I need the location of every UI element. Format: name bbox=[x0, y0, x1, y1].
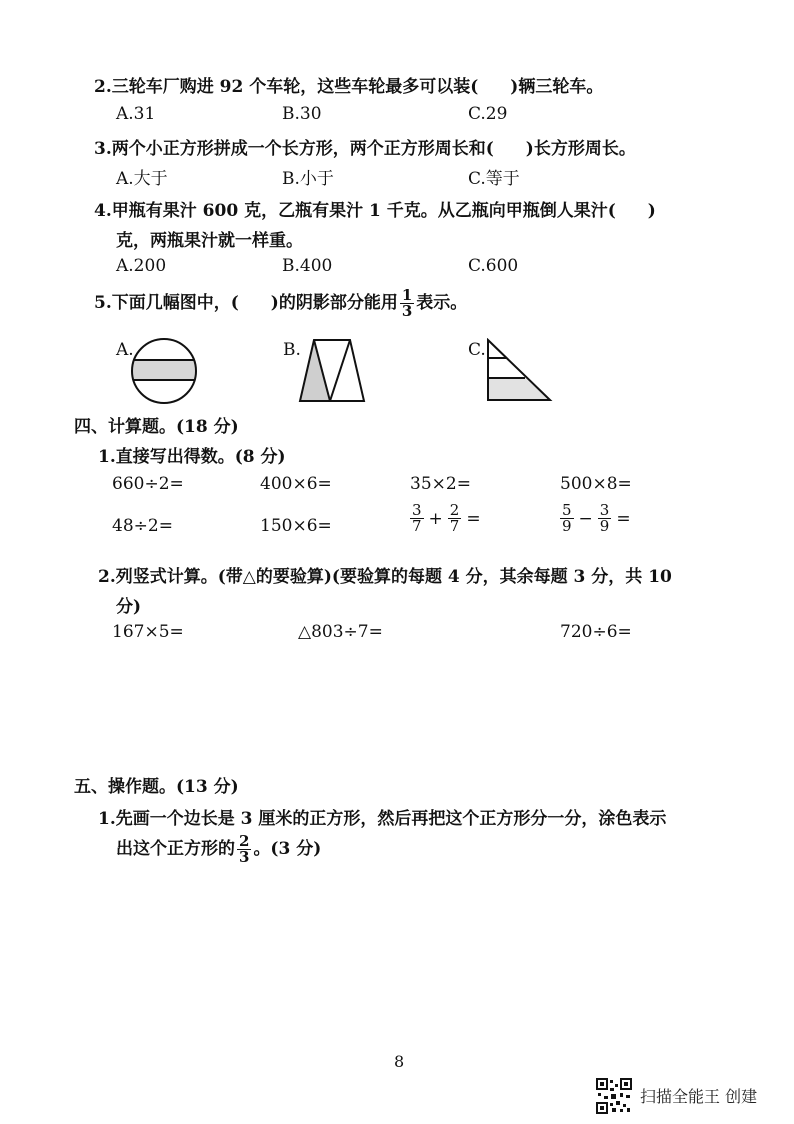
calc-5: 48÷2= bbox=[112, 516, 173, 536]
q5-figure-b-trapezoid bbox=[296, 338, 368, 404]
q3-stem: 3.两个小正方形拼成一个长方形，两个正方形周长和( )长方形周长。 bbox=[94, 139, 636, 159]
calc-3: 35×2= bbox=[410, 474, 471, 494]
page-number: 8 bbox=[394, 1052, 405, 1071]
calc-4: 500×8= bbox=[560, 474, 632, 494]
section4-part2-title-line1: 2.列竖式计算。(带△的要验算)(要验算的每题 4 分，其余每题 3 分，共 10 bbox=[98, 567, 672, 587]
section5-fraction: $\frac{2}{3}$ bbox=[239, 832, 250, 866]
q3-option-c: C.等于 bbox=[468, 169, 520, 189]
vertical-calc-2: △803÷7= bbox=[298, 622, 383, 642]
section5-part1-line2: 出这个正方形的 $\frac{2}{3}$ 。(3 分) bbox=[116, 832, 322, 866]
q4-stem-line1: 4.甲瓶有果汁 600 克，乙瓶有果汁 1 千克。从乙瓶向甲瓶倒人果汁( ) bbox=[94, 201, 656, 221]
calc-7-fraction-add: $\frac{3}{7}$ + $\frac{2}{7}$ = bbox=[412, 501, 481, 535]
q5-figure-b-shaded-left bbox=[300, 340, 330, 401]
section5-title: 五、操作题。(13 分) bbox=[74, 777, 239, 797]
q5-figure-c-shaded-bottom bbox=[488, 378, 550, 400]
calc-2: 400×6= bbox=[260, 474, 332, 494]
section4-part1-title: 1.直接写出得数。(8 分) bbox=[98, 447, 286, 467]
section4-part2-title-line2: 分) bbox=[116, 597, 142, 617]
watermark-text: 扫描全能王 创建 bbox=[640, 1087, 758, 1106]
q2-stem: 2.三轮车厂购进 92 个车轮，这些车轮最多可以装( )辆三轮车。 bbox=[94, 77, 604, 97]
q5-figure-c-triangle bbox=[484, 338, 556, 404]
q5-fraction: $\frac{1}{3}$ bbox=[401, 286, 413, 320]
q2-option-b: B.30 bbox=[282, 104, 322, 124]
q3-option-b: B.小于 bbox=[282, 169, 334, 189]
qr-code-icon bbox=[596, 1078, 632, 1114]
vertical-calc-3: 720÷6= bbox=[560, 622, 632, 642]
q4-option-a: A.200 bbox=[116, 256, 167, 276]
q4-stem-line2: 克，两瓶果汁就一样重。 bbox=[116, 231, 303, 251]
calc-8-fraction-subtract: $\frac{5}{9}$ − $\frac{3}{9}$ = bbox=[562, 501, 631, 535]
section4-title: 四、计算题。(18 分) bbox=[74, 417, 239, 437]
q5-option-c: C. bbox=[468, 340, 486, 360]
q2-option-c: C.29 bbox=[468, 104, 508, 124]
q5-option-b: B. bbox=[283, 340, 301, 360]
q5-figure-a-shaded-band bbox=[128, 360, 200, 380]
q2-option-a: A.31 bbox=[116, 104, 156, 124]
q5-stem: 5.下面几幅图中，( )的阴影部分能用 $\frac{1}{3}$ 表示。 bbox=[94, 286, 468, 320]
calc-1: 660÷2= bbox=[112, 474, 184, 494]
q4-option-c: C.600 bbox=[468, 256, 519, 276]
vertical-calc-1: 167×5= bbox=[112, 622, 184, 642]
section5-part1-line1: 1.先画一个边长是 3 厘米的正方形，然后再把这个正方形分一分，涂色表示 bbox=[98, 809, 667, 829]
q3-option-a: A.大于 bbox=[116, 169, 168, 189]
q5-figure-a-circle bbox=[128, 338, 200, 404]
calc-6: 150×6= bbox=[260, 516, 332, 536]
q5-option-a: A. bbox=[116, 340, 134, 360]
q4-option-b: B.400 bbox=[282, 256, 333, 276]
